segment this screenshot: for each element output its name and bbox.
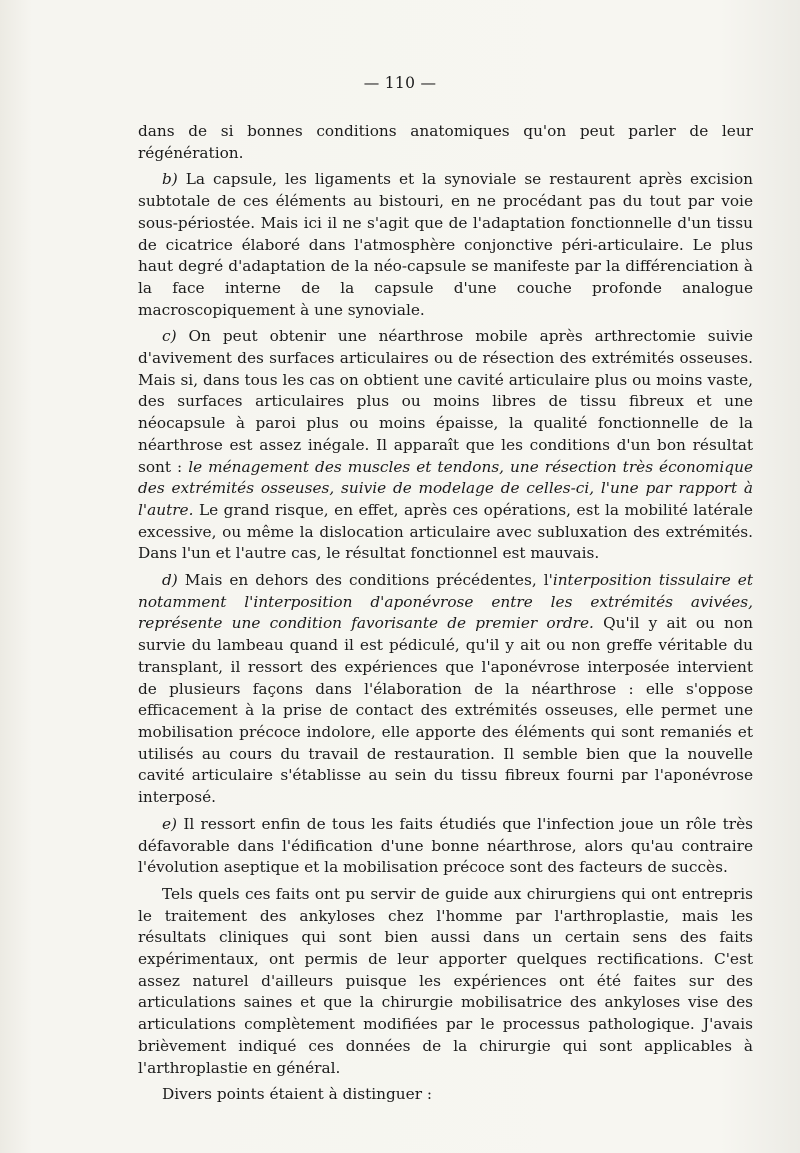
paragraph-points xyxy=(138,1084,753,1106)
paragraph-c xyxy=(138,326,753,565)
body-text xyxy=(138,121,753,1111)
paragraph-continuation xyxy=(138,121,753,164)
paragraph-arthroplasty xyxy=(138,884,753,1079)
paragraph-text: La capsule, les ligaments et la synoviale se restaurent après excision subtotale de ces éléments au bistouri, en ne procédant pas du tout par voie sous-périostée. Mais ici il ne s'agit que de l'adaptation fonctionnelle d'un tissu de cicatrice élaboré dans l'atmosphère conjonctive péri-articulaire. Le plus haut degré d'adaptation de la néo-capsule se manifeste par la différenciation à la face interne de la capsule d'une couche profonde analogue macroscopiquement à une synoviale. xyxy=(138,170,753,319)
item-label: d) xyxy=(162,571,178,590)
paragraph-text: Qu'il y ait ou non survie du lambeau quand il est pédiculé, qu'il y ait ou non greffe véritable du transplant, il ressort des expériences que l'aponévrose interposée intervient de plusieurs façons dans l'élaboration de la néarthrose : elle s'oppose efficacement à la prise de contact des extrémités osseuses, elle permet une mobilisation précoce indolore, elle apporte des éléments qui sont remaniés et utilisés au cours du travail de restauration. Il semble bien que la nouvelle cavité articulaire s'établisse au sein du tissu fibreux fourni par l'aponévrose interposé. xyxy=(138,614,753,807)
paragraph-b xyxy=(138,169,753,321)
paragraph-text: Le grand risque, en effet, après ces opérations, est la mobilité latérale excessive, ou même la dislocation articulaire avec subluxation des extrémités. Dans l'un et l'autre cas, le résultat fonctionnel est mauvais. xyxy=(138,500,753,563)
item-label: c) xyxy=(162,327,177,346)
paragraph-text: Mais en dehors des conditions précédentes, l' xyxy=(177,571,553,590)
paragraph-text: dans de si bonnes conditions anatomiques qu'on peut parler de leur régénération. xyxy=(138,122,753,162)
paragraph-text: Divers points étaient à distinguer : xyxy=(162,1085,433,1104)
item-label: b) xyxy=(162,170,178,189)
emphasized-text: interposition tissulaire et notamment l'interposition d'aponévrose entre les extrémités avivées, représente une condition favorisante de premier ordre. xyxy=(138,571,754,633)
paragraph-text: On peut obtenir une néarthrose mobile après arthrectomie suivie d'avivement des surfaces articulaires ou de résection des extrémités osseuses. Mais si, dans tous les cas on obtient une cavité articulaire plus ou moins vaste, des surfaces articulaires plus ou moins libres de tissu fibreux et une néocapsule à paroi plus ou moins épaisse, la qualité fonctionnelle de la néarthrose est assez inégale. Il apparaît que les conditions d'un bon résultat sont : xyxy=(138,327,753,476)
item-label: e) xyxy=(162,814,178,833)
page-number: — 110 — xyxy=(363,74,437,92)
paragraph-d xyxy=(138,570,753,809)
paragraph-e xyxy=(138,814,753,879)
paragraph-text: Il ressort enfin de tous les faits étudiés que l'infection joue un rôle très défavorable dans l'édification d'une bonne néarthrose, alors qu'au contraire l'évolution aseptique et la mobilisation précoce sont des facteurs de succès. xyxy=(138,814,753,877)
emphasized-text: le ménagement des muscles et tendons, une résection très économique des extrémités osseuses, suivie de modelage de celles-ci, l'une par rapport à l'autre. xyxy=(138,457,754,519)
paragraph-text: Tels quels ces faits ont pu servir de guide aux chirurgiens qui ont entrepris le traitement des ankyloses chez l'homme par l'arthroplastie, mais les résultats cliniques qui sont bien aussi dans un certain sens des faits expérimentaux, ont permis de leur apporter quelques rectifications. C'est assez naturel d'ailleurs puisque les expériences ont été faites sur des articulations saines et que la chirurgie mobilisatrice des ankyloses vise des articulations complètement modifiées par le processus pathologique. J'avais brièvement indiqué ces données de la chirurgie qui sont applicables à l'arthroplastie en général. xyxy=(138,884,753,1077)
